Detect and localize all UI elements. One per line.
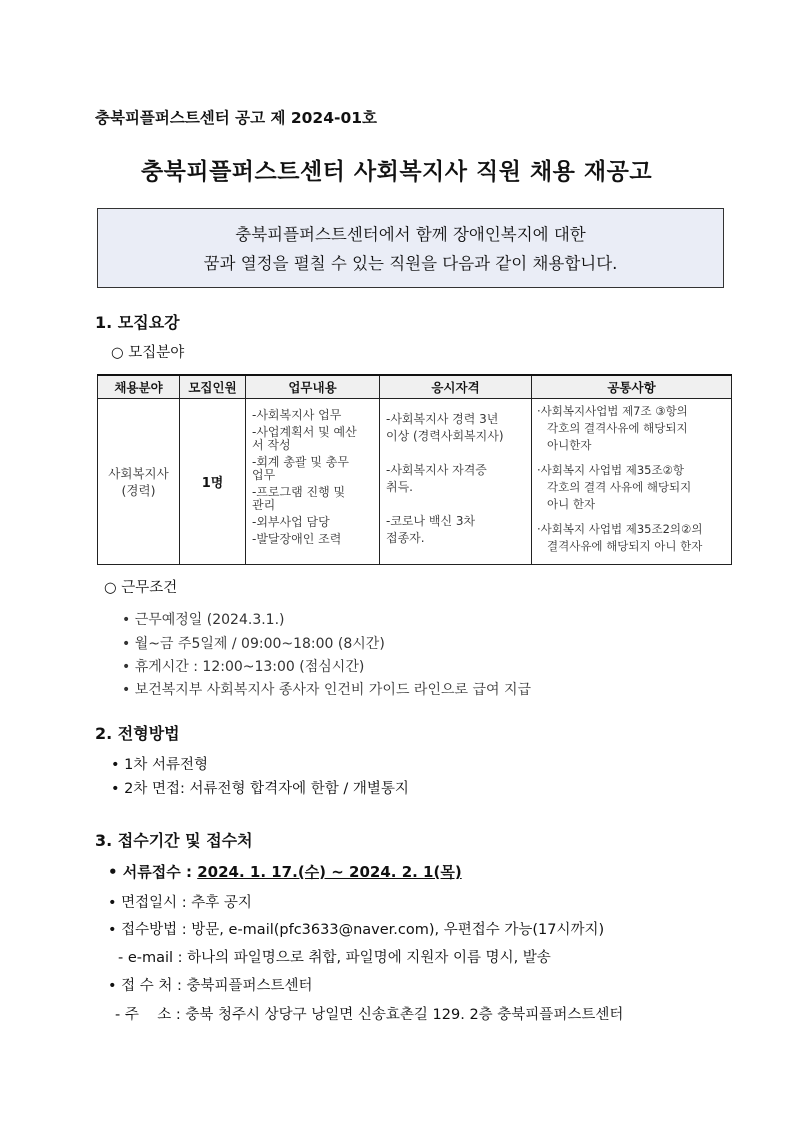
interview-date: • 면접일시 : 추후 공지 [108, 895, 252, 911]
section-3-heading: 3. 접수기간 및 접수처 [95, 831, 253, 850]
intro-box [97, 208, 724, 288]
qualification-item: -코로나 백신 3차 [386, 514, 476, 528]
condition-item: • 보건복지부 사회복지사 종사자 인건비 가이드 라인으로 급여 지급 [122, 682, 532, 698]
table-row [98, 399, 732, 565]
common-item: ·사회복지 사업법 제35조②항 [537, 463, 684, 477]
table-header: 응시자격 [380, 375, 532, 399]
qualification-item: 이상 (경력사회복지사) [386, 429, 504, 443]
document-submission-period: 2024. 1. 17.(수) ~ 2024. 2. 1(목) [197, 863, 462, 881]
duty-item: 업무 [252, 468, 276, 482]
address: - 주 소 : 충북 청주시 상당구 낭일면 신송효촌길 129. 2층 충북피플퍼스트센터 [115, 1007, 624, 1023]
table-header: 공통사항 [532, 375, 732, 399]
common-item: 각호의 결격 사유에 해당되지 [547, 480, 692, 494]
recruit-table [97, 374, 732, 565]
work-conditions-subheading: ○ 근무조건 [104, 580, 178, 596]
qualification-item: -사회복지사 경력 3년 [386, 412, 499, 426]
condition-item: • 월~금 주5일제 / 09:00~18:00 (8시간) [122, 636, 385, 652]
duty-item: 서 작성 [252, 438, 291, 452]
duty-item: -사회복지사 업무 [252, 408, 342, 422]
common-item: 아니한자 [547, 438, 592, 452]
duty-item: -외부사업 담당 [252, 515, 330, 529]
duties-cell [246, 399, 380, 565]
qualification-item: 취득. [386, 480, 413, 494]
selection-item: • 2차 면접: 서류전형 합격자에 한함 / 개별통지 [111, 781, 409, 797]
table-header: 업무내용 [246, 375, 380, 399]
common-item: 각호의 결격사유에 해당되지 [547, 421, 688, 435]
section-2-heading: 2. 전형방법 [95, 724, 180, 743]
email-note: - e-mail : 하나의 파일명으로 취합, 파일명에 지원자 이름 명시, 발송 [118, 950, 551, 966]
condition-item: • 근무예정일 (2024.3.1.) [122, 612, 285, 628]
qualification-item: 접종자. [386, 531, 425, 545]
field-type: (경력) [121, 482, 156, 498]
selection-item: • 1차 서류전형 [111, 757, 209, 773]
duty-item: -사업계획서 및 예산 [252, 425, 357, 439]
common-item: 결격사유에 해당되지 아니 한자 [547, 539, 703, 553]
common-item: ·사회복지 사업법 제35조2의②의 [537, 522, 703, 536]
submission-place: • 접 수 처 : 충북피플퍼스트센터 [108, 978, 313, 994]
document-submission [108, 861, 462, 882]
intro-line-2: 꿈과 열정을 펼칠 수 있는 직원을 다음과 같이 채용합니다. [203, 254, 618, 273]
submission-method: • 접수방법 : 방문, e-mail(pfc3633@naver.com), 우편접수 가능(17시까지) [108, 922, 605, 938]
table-header-row [98, 375, 732, 399]
table-header: 채용분야 [98, 375, 180, 399]
qualifications-cell [380, 399, 532, 565]
table-header: 모집인원 [180, 375, 246, 399]
count-cell: 1명 [180, 399, 246, 565]
duty-item: -발달장애인 조력 [252, 532, 342, 546]
field-name: 사회복지사 [108, 465, 169, 481]
common-cell [532, 399, 732, 565]
notice-number: 충북피플퍼스트센터 공고 제 2024-01호 [95, 109, 377, 127]
duty-item: 관리 [252, 498, 276, 512]
condition-item: • 휴게시간 : 12:00~13:00 (점심시간) [122, 659, 365, 675]
common-item: 아니 한자 [547, 497, 596, 511]
document-submission-label: • 서류접수 : [108, 863, 198, 881]
section-1-heading: 1. 모집요강 [95, 313, 180, 332]
qualification-item: -사회복지사 자격증 [386, 463, 487, 477]
recruit-field-subheading: ○ 모집분야 [111, 345, 185, 361]
intro-line-1: 충북피플퍼스트센터에서 함께 장애인복지에 대한 [235, 225, 586, 244]
field-cell [98, 399, 180, 565]
duty-item: -프로그램 진행 및 [252, 485, 346, 499]
common-item: ·사회복지사업법 제7조 ③항의 [537, 404, 688, 418]
duty-item: -회계 총괄 및 총무 [252, 455, 349, 469]
page-title: 충북피플퍼스트센터 사회복지사 직원 채용 재공고 [140, 159, 653, 185]
